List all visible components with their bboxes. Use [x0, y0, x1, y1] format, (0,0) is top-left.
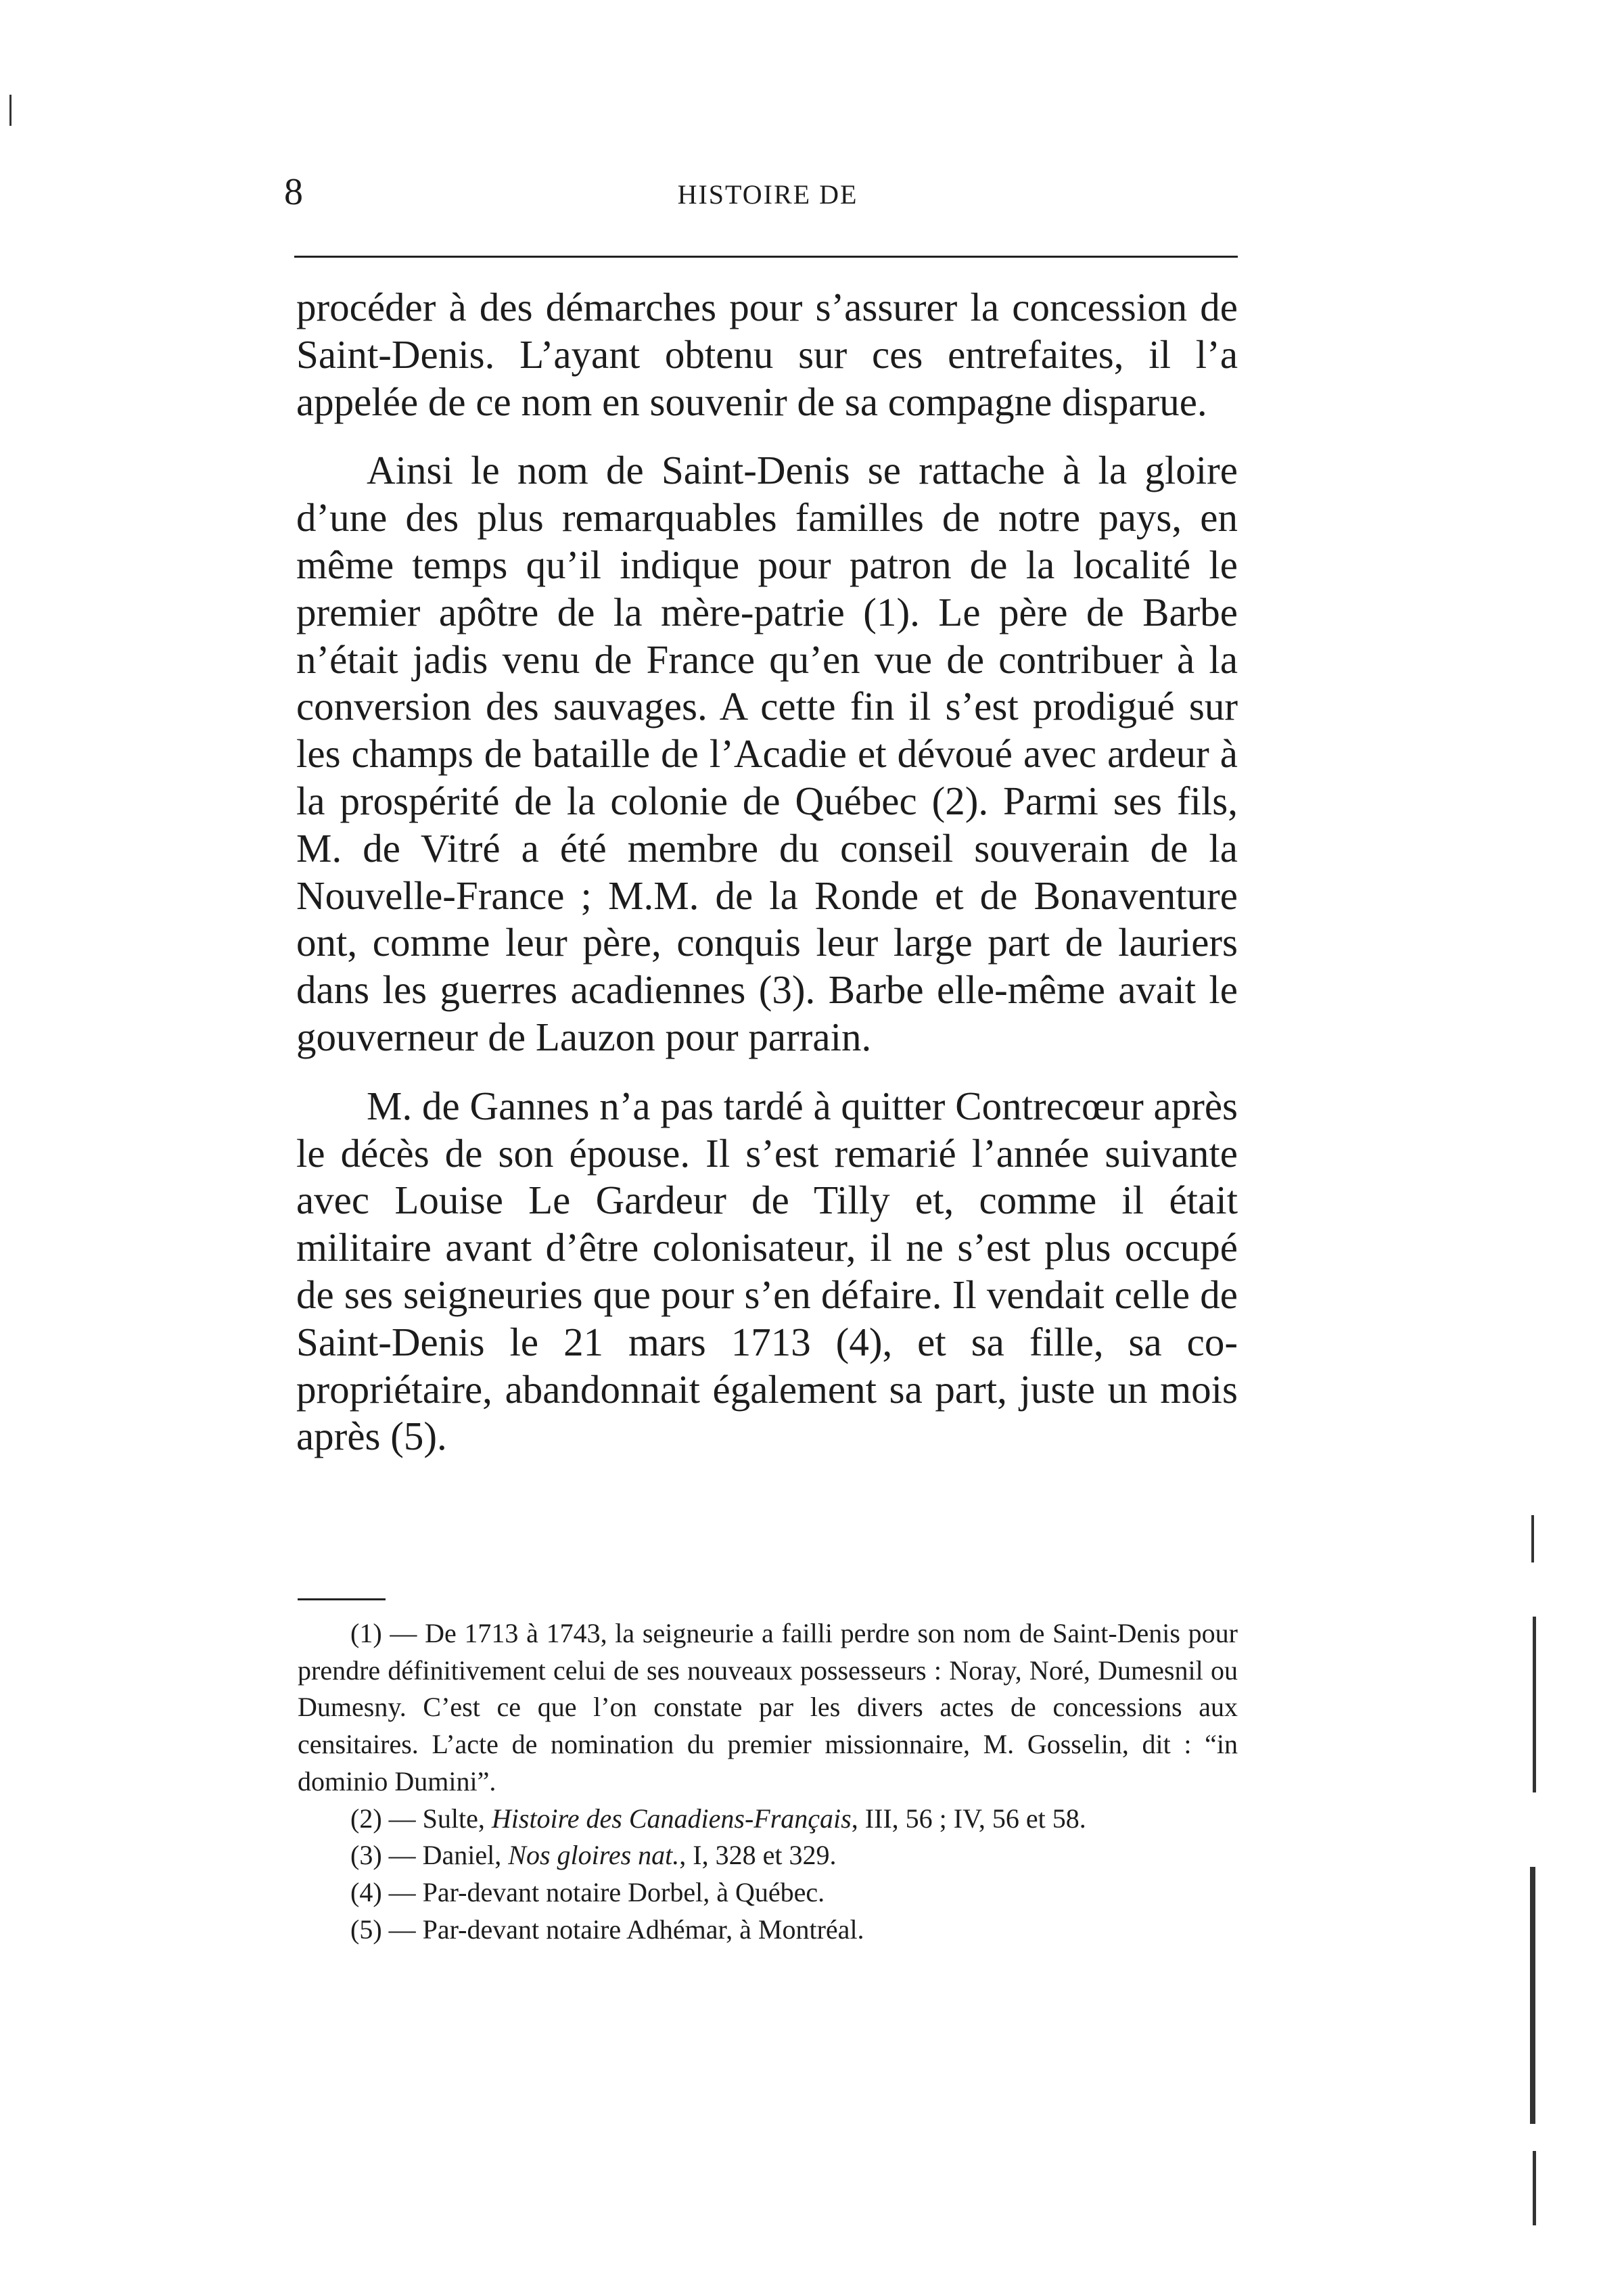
scan-edge-mark [1530, 1867, 1535, 2124]
running-head-title: HISTOIRE DE [677, 179, 858, 210]
page-number: 8 [284, 171, 303, 213]
body-text [296, 284, 1238, 1460]
paragraph: procéder à des démarches pour s’assurer la concession de Saint-Denis. L’ayant obtenu sur ces entrefaites, il l’a appelée de ce nom en souvenir de sa compagne disparue. [296, 285, 1238, 424]
scan-edge-mark [1531, 1515, 1534, 1562]
footnote-4: (4) — Par-devant notaire Dorbel, à Québec. [350, 1876, 825, 1907]
paragraph: M. de Gannes n’a pas tardé à quitter Contrecœur après le décès de son épouse. Il s’est remarié l’année suivante avec Louise Le Gardeur de Tilly et, comme il était militaire avant d’être colonisateur, il ne s’est plus occupé de ses seigneuries que pour s’en défaire. Il vendait celle de Saint-Denis le 21 mars 1713 (4), et sa fille, sa co-propriétaire, abandonnait également sa part, juste un mois après (5). [296, 1083, 1238, 1459]
footnote-2 [298, 1801, 1238, 1838]
footnote-rule [298, 1598, 386, 1600]
footnote-work-title: Nos gloires nat. [508, 1840, 680, 1871]
scan-edge-mark [1533, 1617, 1536, 1792]
footnote-1: (1) — De 1713 à 1743, la seigneurie a failli perdre son nom de Saint-Denis pour prendre définitivement celui de ses nouveaux possesseurs : Noray, Noré, Dumesnil ou Dumesny. C’est ce que l’on constate par les divers actes de concessions aux censitaires. L’acte de nomination du premier missionnaire, M. Gosselin, dit : “in dominio Dumini”. [298, 1618, 1238, 1797]
header-rule [294, 256, 1238, 258]
footnote-text: , I, 328 et 329. [679, 1840, 837, 1871]
footnote-5: (5) — Par-devant notaire Adhémar, à Montréal. [350, 1914, 864, 1945]
footnote-text: (2) — Sulte, [350, 1803, 492, 1834]
scan-edge-mark [1533, 2151, 1536, 2225]
footnote-text: (3) — Daniel, [350, 1840, 509, 1871]
footnote-work-title: Histoire des Canadiens-Français [491, 1803, 852, 1834]
footnote-3 [298, 1837, 1238, 1874]
footnote-text: , III, 56 ; IV, 56 et 58. [851, 1803, 1086, 1834]
paragraph: Ainsi le nom de Saint-Denis se rattache à la gloire d’une des plus remarquables familles de notre pays, en même temps qu’il indique pour patron de la localité le premier apôtre de la mère-patrie (1). Le père de Barbe n’était jadis venu de France qu’en vue de contribuer à la conversion des sauvages. A cette fin il s’est prodigué sur les champs de bataille de l’Acadie et dévoué avec ardeur à la prospérité de la colonie de Québec (2). Parmi ses fils, M. de Vitré a été membre du conseil souverain de la Nouvelle-France ; M.M. de la Ronde et de Bonaventure ont, comme leur père, conquis leur large part de lauriers dans les guerres acadiennes (3). Barbe elle-même avait le gouverneur de Lauzon pour parrain. [296, 448, 1238, 1059]
footnotes [298, 1615, 1238, 1948]
scan-edge-mark [9, 95, 11, 126]
